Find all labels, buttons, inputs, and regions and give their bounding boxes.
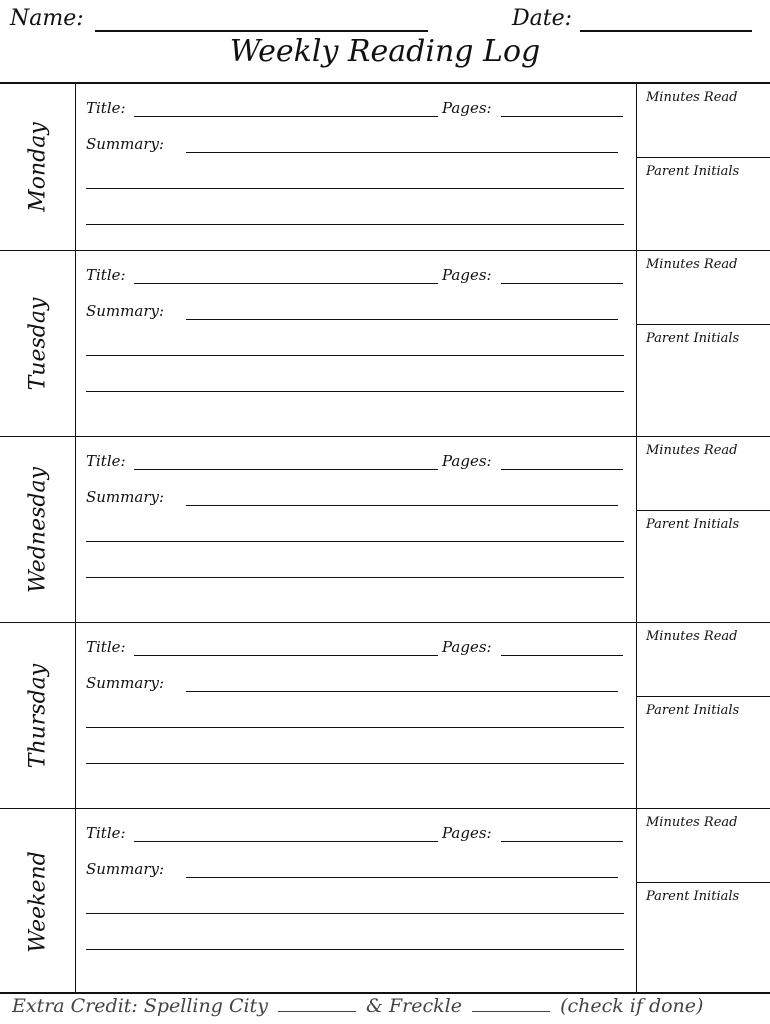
side-cell: [636, 437, 770, 622]
title-field[interactable]: [134, 655, 438, 656]
parent-initials-label: Parent Initials: [646, 889, 740, 904]
parent-initials-label: Parent Initials: [646, 164, 740, 179]
day-row: [0, 436, 770, 622]
summary-line[interactable]: [86, 391, 624, 392]
title-field[interactable]: [134, 283, 438, 284]
pages-field[interactable]: [501, 841, 623, 842]
summary-line[interactable]: [86, 949, 624, 950]
side-cell: [636, 84, 770, 250]
parent-initials-box[interactable]: [637, 325, 770, 436]
summary-label: Summary:: [86, 135, 165, 153]
summary-field[interactable]: [186, 152, 618, 153]
parent-initials-box[interactable]: [637, 158, 770, 250]
freckle-label: & Freckle: [366, 995, 462, 1017]
minutes-read-box[interactable]: [637, 84, 770, 158]
day-name: Monday: [25, 122, 50, 212]
title-field[interactable]: [134, 116, 438, 117]
side-cell: [636, 809, 770, 994]
page-title: Weekly Reading Log: [229, 34, 541, 69]
day-name: Tuesday: [25, 297, 50, 390]
pages-field[interactable]: [501, 116, 623, 117]
parent-initials-label: Parent Initials: [646, 703, 740, 718]
entry-area: [76, 623, 636, 808]
day-cell: [0, 251, 76, 436]
pages-field[interactable]: [501, 469, 623, 470]
minutes-read-box[interactable]: [637, 437, 770, 511]
title-label: Title:: [86, 266, 126, 284]
summary-line[interactable]: [86, 224, 624, 225]
name-field[interactable]: [95, 30, 428, 32]
pages-field[interactable]: [501, 283, 623, 284]
day-row: [0, 84, 770, 250]
summary-field[interactable]: [186, 505, 618, 506]
parent-initials-label: Parent Initials: [646, 331, 740, 346]
pages-field[interactable]: [501, 655, 623, 656]
pages-label: Pages:: [442, 824, 492, 842]
extra-credit-label: Extra Credit: Spelling City: [12, 995, 268, 1017]
summary-label: Summary:: [86, 488, 165, 506]
day-cell: [0, 437, 76, 622]
summary-line[interactable]: [86, 763, 624, 764]
summary-line[interactable]: [86, 727, 624, 728]
title-label: Title:: [86, 824, 126, 842]
title-label: Title:: [86, 99, 126, 117]
title-label: Title:: [86, 638, 126, 656]
summary-line[interactable]: [86, 188, 624, 189]
date-field[interactable]: [580, 30, 752, 32]
day-cell: [0, 623, 76, 808]
minutes-read-label: Minutes Read: [646, 629, 738, 644]
reading-log-table: [0, 82, 770, 994]
day-row: [0, 808, 770, 994]
minutes-read-label: Minutes Read: [646, 257, 738, 272]
minutes-read-label: Minutes Read: [646, 443, 738, 458]
summary-line[interactable]: [86, 541, 624, 542]
entry-area: [76, 251, 636, 436]
summary-field[interactable]: [186, 319, 618, 320]
title-label: Title:: [86, 452, 126, 470]
summary-line[interactable]: [86, 577, 624, 578]
date-label: Date:: [512, 6, 573, 31]
pages-label: Pages:: [442, 266, 492, 284]
minutes-read-box[interactable]: [637, 251, 770, 325]
summary-field[interactable]: [186, 691, 618, 692]
day-row: [0, 250, 770, 436]
pages-label: Pages:: [442, 638, 492, 656]
summary-label: Summary:: [86, 302, 165, 320]
day-name: Thursday: [25, 663, 50, 768]
minutes-read-box[interactable]: [637, 809, 770, 883]
extra-credit-footer: [12, 995, 703, 1017]
day-name: Wednesday: [25, 466, 50, 593]
name-label: Name:: [10, 6, 84, 31]
day-cell: [0, 84, 76, 250]
summary-line[interactable]: [86, 913, 624, 914]
summary-field[interactable]: [186, 877, 618, 878]
day-row: [0, 622, 770, 808]
entry-area: [76, 809, 636, 994]
parent-initials-box[interactable]: [637, 883, 770, 994]
pages-label: Pages:: [442, 99, 492, 117]
check-if-done-note: (check if done): [560, 995, 704, 1017]
parent-initials-box[interactable]: [637, 697, 770, 808]
side-cell: [636, 623, 770, 808]
day-cell: [0, 809, 76, 994]
side-cell: [636, 251, 770, 436]
pages-label: Pages:: [442, 452, 492, 470]
summary-line[interactable]: [86, 355, 624, 356]
minutes-read-label: Minutes Read: [646, 815, 738, 830]
minutes-read-box[interactable]: [637, 623, 770, 697]
parent-initials-label: Parent Initials: [646, 517, 740, 532]
day-name: Weekend: [25, 850, 50, 953]
entry-area: [76, 437, 636, 622]
title-field[interactable]: [134, 469, 438, 470]
minutes-read-label: Minutes Read: [646, 90, 738, 105]
parent-initials-box[interactable]: [637, 511, 770, 622]
summary-label: Summary:: [86, 674, 165, 692]
spelling-city-check-blank[interactable]: [278, 1011, 356, 1012]
summary-label: Summary:: [86, 860, 165, 878]
entry-area: [76, 84, 636, 250]
title-field[interactable]: [134, 841, 438, 842]
freckle-check-blank[interactable]: [472, 1011, 550, 1012]
